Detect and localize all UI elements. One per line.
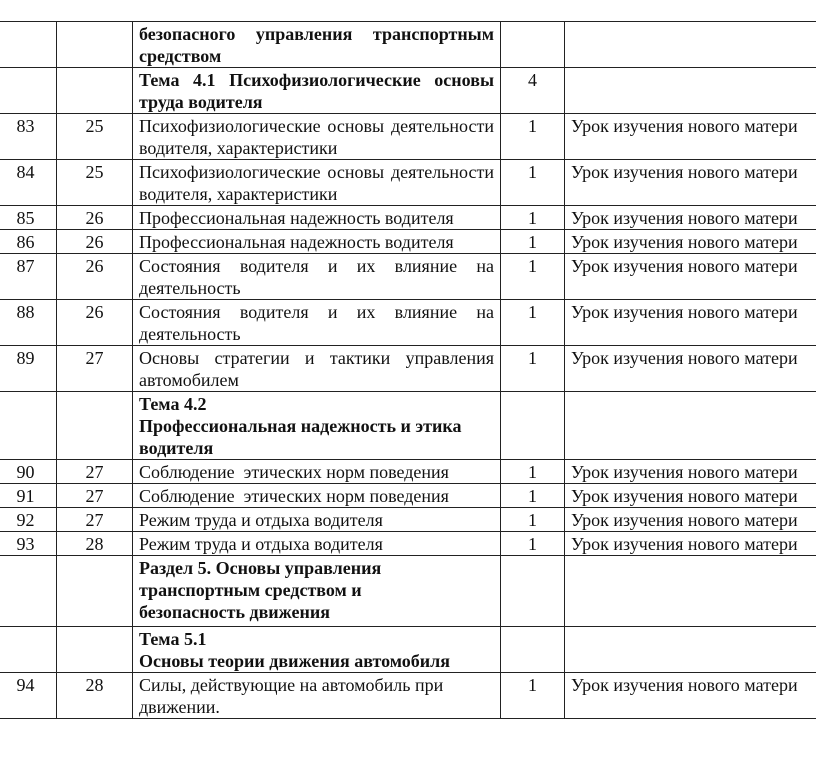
cell-topic: Основы стратегии и тактики управления автомобилем [133,346,501,392]
cell-lesson-type: Урок изучения нового матери [565,460,816,484]
cell-topic: Соблюдение этических норм поведения [133,484,501,508]
cell-lesson: 26 [57,206,133,230]
table-row [0,346,816,392]
cell-topic: Психофизиологические основы деятельности водителя, характеристики [133,160,501,206]
cell-number: 84 [0,160,57,206]
cell-topic: Профессиональная надежность водителя [133,206,501,230]
cell-lesson-type: Урок изучения нового матери [565,160,816,206]
cell-lesson: 26 [57,230,133,254]
cell-hours: 1 [501,460,565,484]
cell-topic: Состояния водителя и их влияние на деятельность [133,300,501,346]
cell-number: 85 [0,206,57,230]
cell-number: 91 [0,484,57,508]
cell-lesson: 25 [57,114,133,160]
cell-hours: 1 [501,300,565,346]
cell-topic: Состояния водителя и их влияние на деятельность [133,254,501,300]
cell-hours [501,556,565,627]
cell-lesson-type: Урок изучения нового матери [565,254,816,300]
cell-lesson [57,68,133,114]
cell-topic: Тема 4.1 Психофизиологические основы труда водителя [133,68,501,114]
cell-lesson-type [565,392,816,460]
cell-number: 87 [0,254,57,300]
cell-topic: Тема 4.2 Профессиональная надежность и этика водителя [133,392,501,460]
cell-topic: Профессиональная надежность водителя [133,230,501,254]
cell-lesson-type [565,627,816,673]
cell-hours: 4 [501,68,565,114]
cell-lesson-type: Урок изучения нового матери [565,673,816,719]
cell-number: 90 [0,460,57,484]
cell-lesson-type [565,68,816,114]
cell-hours: 1 [501,673,565,719]
cell-number: 86 [0,230,57,254]
cell-hours: 1 [501,532,565,556]
cell-number: 83 [0,114,57,160]
cell-hours [501,392,565,460]
cell-topic: Силы, действующие на автомобиль при движении. [133,673,501,719]
cell-number [0,22,57,68]
cell-hours: 1 [501,508,565,532]
cell-number: 88 [0,300,57,346]
cell-lesson-type: Урок изучения нового матери [565,114,816,160]
table-row [0,532,816,556]
table-row [0,392,816,460]
cell-lesson-type: Урок изучения нового матери [565,206,816,230]
table-row [0,68,816,114]
cell-lesson: 27 [57,484,133,508]
cell-hours: 1 [501,114,565,160]
table-row [0,206,816,230]
cell-lesson: 27 [57,346,133,392]
cell-topic: Соблюдение этических норм поведения [133,460,501,484]
cell-hours: 1 [501,254,565,300]
table-row [0,508,816,532]
cell-number: 93 [0,532,57,556]
cell-lesson: 28 [57,532,133,556]
cell-lesson: 28 [57,673,133,719]
table-row [0,460,816,484]
cell-number: 89 [0,346,57,392]
cell-hours: 1 [501,484,565,508]
cell-hours: 1 [501,160,565,206]
table-row [0,160,816,206]
cell-lesson: 25 [57,160,133,206]
cell-number [0,392,57,460]
cell-lesson-type [565,22,816,68]
cell-number [0,627,57,673]
cell-topic: Психофизиологические основы деятельности водителя, характеристики [133,114,501,160]
cell-lesson [57,556,133,627]
table-row [0,300,816,346]
cell-topic: Тема 5.1 Основы теории движения автомобиля [133,627,501,673]
table-row [0,556,816,627]
cell-topic: Режим труда и отдыха водителя [133,508,501,532]
cell-lesson-type: Урок изучения нового матери [565,532,816,556]
cell-number: 94 [0,673,57,719]
cell-lesson-type: Урок изучения нового матери [565,300,816,346]
cell-lesson: 26 [57,254,133,300]
cell-number [0,556,57,627]
table-row [0,230,816,254]
cell-topic: безопасного управления транспортным средством [133,22,501,68]
cell-number: 92 [0,508,57,532]
table-row [0,484,816,508]
table-row [0,114,816,160]
cell-hours [501,627,565,673]
cell-topic: Раздел 5. Основы управления транспортным средством и безопасность движения [133,556,501,627]
cell-topic: Режим труда и отдыха водителя [133,532,501,556]
cell-lesson: 27 [57,460,133,484]
cell-lesson [57,392,133,460]
cell-lesson: 26 [57,300,133,346]
table-row [0,627,816,673]
cell-lesson-type: Урок изучения нового матери [565,346,816,392]
cell-lesson-type [565,556,816,627]
cell-lesson-type: Урок изучения нового матери [565,508,816,532]
cell-lesson-type: Урок изучения нового матери [565,484,816,508]
table-row [0,254,816,300]
cell-hours [501,22,565,68]
cell-hours: 1 [501,346,565,392]
cell-number [0,68,57,114]
cell-lesson [57,627,133,673]
cell-hours: 1 [501,206,565,230]
lesson-plan-table [0,21,816,719]
table-row [0,22,816,68]
table-row [0,673,816,719]
cell-lesson-type: Урок изучения нового матери [565,230,816,254]
cell-lesson: 27 [57,508,133,532]
cell-lesson [57,22,133,68]
cell-hours: 1 [501,230,565,254]
